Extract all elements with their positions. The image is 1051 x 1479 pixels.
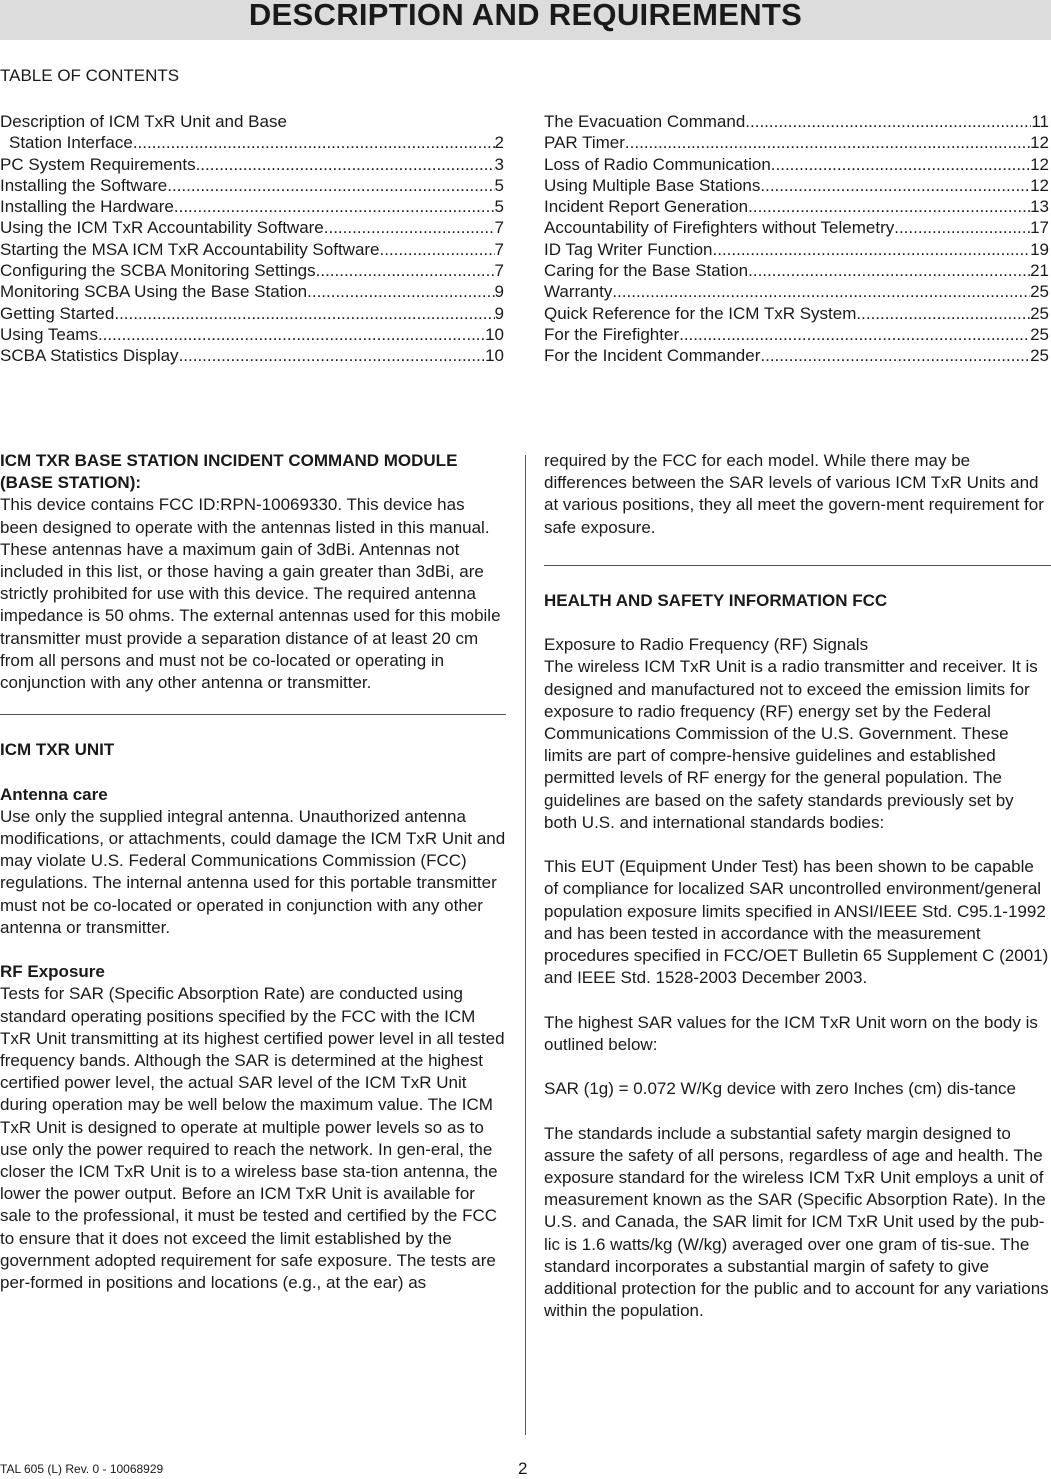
toc-leader-dots bbox=[612, 281, 1030, 302]
toc-entry-label: The Evacuation Command bbox=[544, 112, 746, 131]
toc-leader-dots bbox=[167, 175, 494, 196]
toc-entry-label: Configuring the SCBA Monitoring Settings bbox=[0, 261, 316, 281]
toc-entry-page: 12 bbox=[1030, 154, 1049, 174]
toc-leader-dots bbox=[760, 345, 1030, 366]
toc-entry-page: 10 bbox=[485, 346, 504, 366]
toc-entry-label: Using Teams bbox=[0, 324, 98, 344]
toc-entry bbox=[0, 260, 504, 281]
toc-entry-label: Description of ICM TxR Unit and Base bbox=[0, 112, 287, 131]
toc-entry-label: Loss of Radio Communication bbox=[544, 154, 771, 174]
page-title: DESCRIPTION AND REQUIREMENTS bbox=[248, 0, 803, 32]
toc-entry-label: Installing the Software bbox=[0, 175, 168, 195]
right-text-column bbox=[544, 450, 1051, 1322]
toc-entry-label: Using Multiple Base Stations bbox=[544, 175, 761, 195]
toc-entry-page: 25 bbox=[1030, 303, 1049, 323]
toc-leader-dots bbox=[179, 345, 486, 366]
toc-entry-page: 25 bbox=[1030, 324, 1049, 344]
toc-leader-dots bbox=[748, 260, 1030, 281]
toc-leader-dots bbox=[114, 303, 494, 324]
base-station-body: This device contains FCC ID:RPN-10069330. This device has been designed to operate with the antennas listed in this manual. These antennas have a maximum gain of 3dBi. Antennas not included in this list, or those having a gain greater than 3dBi, are strictly prohibited for use with this device. The required antenna impedance is 50 ohms. The external antennas used for this mobile transmitter must provide a separation distance of at least 20 cm from all persons and must not be co-located or operating in conjunction with any other antenna or transmitter. bbox=[0, 495, 501, 693]
toc-entry-label: Station Interface bbox=[9, 133, 133, 153]
toc-leader-dots bbox=[196, 154, 495, 175]
toc-entry-page: 3 bbox=[494, 154, 504, 174]
antenna-care-heading: Antenna care bbox=[0, 784, 108, 804]
document-id: TAL 605 (L) Rev. 0 - 10068929 bbox=[0, 1462, 164, 1476]
toc-entry-label: ID Tag Writer Function bbox=[544, 239, 713, 259]
base-station-heading: ICM TXR BASE STATION INCIDENT COMMAND MODULE (BASE STATION): bbox=[0, 451, 458, 493]
toc-entry bbox=[0, 154, 504, 175]
rf-exposure-heading: RF Exposure bbox=[0, 962, 105, 982]
toc-entry-page: 21 bbox=[1030, 261, 1049, 281]
toc-leader-dots bbox=[745, 111, 1031, 132]
toc-leader-dots bbox=[133, 132, 495, 153]
toc-leader-dots bbox=[625, 132, 1030, 153]
rf-exposure-body: Tests for SAR (Specific Absorption Rate) are conducted using standard operating positions specified by the FCC with the ICM TxR Unit transmitting at its highest certified power level in all tested frequency bands. Although the SAR is determined at the highest certified power level, the actual SAR level of the ICM TxR Unit during operation may be well below the maximum value. The ICM TxR Unit is designed to operate at multiple power levels so as to use only the power required to reach the network. In gen-eral, the closer the ICM TxR Unit is to a wireless base sta-tion antenna, the lower the power output. Before an ICM TxR Unit is available for sale to the professional, it must be tested and certified by the FCC to ensure that it does not exceed the limit established by the government adopted requirement for safe exposure. The tests are per-formed in positions and locations (e.g., at the ear) as bbox=[0, 984, 505, 1293]
toc-entry-label: Monitoring SCBA Using the Base Station bbox=[0, 282, 308, 302]
left-text-column bbox=[0, 450, 506, 1294]
toc-leader-dots bbox=[894, 217, 1030, 238]
toc-entry bbox=[544, 281, 1049, 302]
toc-leader-dots bbox=[174, 196, 495, 217]
health-safety-heading: HEALTH AND SAFETY INFORMATION FCC bbox=[544, 590, 888, 610]
toc-entry-label: Getting Started bbox=[0, 303, 115, 323]
exposure-body: The wireless ICM TxR Unit is a radio transmitter and receiver. It is designed and manufactured not to exceed the emission limits for exposure to radio frequency (RF) energy set by the Federal Communications Commission of the U.S. Government. These limits are part of compre-hensive guidelines and established permitted levels of RF energy for the general population. The guidelines are based on the safety standards previously set by both U.S. and international standards bodies: bbox=[544, 657, 1038, 832]
toc-entry-label: Incident Report Generation bbox=[544, 197, 749, 217]
toc-entry-label: PAR Timer bbox=[544, 133, 625, 153]
toc-leader-dots bbox=[713, 239, 1031, 260]
toc-entry bbox=[544, 324, 1049, 345]
toc-entry bbox=[544, 196, 1049, 217]
toc-entry-page: 9 bbox=[494, 303, 504, 323]
sar-value: SAR (1g) = 0.072 W/Kg device with zero Inches (cm) dis-tance bbox=[544, 1079, 1016, 1099]
toc-leader-dots bbox=[679, 324, 1030, 345]
toc-entry-page: 25 bbox=[1030, 346, 1049, 366]
toc-entry bbox=[0, 345, 504, 366]
toc-entry bbox=[0, 303, 504, 324]
toc-entry-label: PC System Requirements bbox=[0, 154, 196, 174]
toc-entry-page: 7 bbox=[494, 239, 504, 259]
toc-entry-page: 19 bbox=[1030, 239, 1049, 259]
toc-entry-label: For the Incident Commander bbox=[544, 346, 761, 366]
toc-entry-label: Warranty bbox=[544, 282, 613, 302]
toc-entry bbox=[544, 239, 1049, 260]
toc-heading: TABLE OF CONTENTS bbox=[0, 66, 180, 85]
toc-entry bbox=[544, 303, 1049, 324]
antenna-care-body: Use only the supplied integral antenna. Unauthorized antenna modifications, or attachments, could damage the ICM TxR Unit and may violate U.S. Federal Communications Commission (FCC) regulations. The internal antenna used for this portable transmitter must not be co-located or operated in conjunction with any other antenna or transmitter. bbox=[0, 806, 506, 937]
toc-entry-label: Using the ICM TxR Accountability Software bbox=[0, 218, 324, 238]
toc-entry-label: Quick Reference for the ICM TxR System bbox=[544, 303, 857, 323]
toc-leader-dots bbox=[98, 324, 485, 345]
toc-leader-dots bbox=[316, 260, 495, 281]
column-divider bbox=[525, 455, 526, 1435]
toc-entry-page: 25 bbox=[1030, 282, 1049, 302]
toc-entry-label: Accountability of Firefighters without Telemetry bbox=[544, 218, 895, 238]
toc-entry-label: Installing the Hardware bbox=[0, 197, 174, 217]
sar-intro: The highest SAR values for the ICM TxR Unit worn on the body is outlined below: bbox=[544, 1012, 1038, 1054]
toc-entry-label: Starting the MSA ICM TxR Accountability Software bbox=[0, 239, 380, 259]
toc-leader-dots bbox=[307, 281, 494, 302]
exposure-title: Exposure to Radio Frequency (RF) Signals bbox=[544, 635, 869, 655]
toc-entry-label: For the Firefighter bbox=[544, 324, 680, 344]
toc-entry bbox=[544, 175, 1049, 196]
toc-leader-dots bbox=[748, 196, 1030, 217]
toc-entry-page: 5 bbox=[494, 197, 504, 217]
toc-entry-page: 12 bbox=[1030, 133, 1049, 153]
toc-leader-dots bbox=[380, 239, 495, 260]
toc-entry bbox=[0, 175, 504, 196]
toc-entry-page: 13 bbox=[1030, 197, 1049, 217]
toc-right-column bbox=[544, 111, 1049, 367]
toc-entry-label: SCBA Statistics Display bbox=[0, 346, 179, 366]
toc-entry bbox=[0, 132, 504, 153]
toc-entry bbox=[0, 324, 504, 345]
toc-entry-page: 9 bbox=[494, 282, 504, 302]
eut-body: This EUT (Equipment Under Test) has been shown to be capable of compliance for localized SAR uncontrolled environment/general population exposure limits specified in ANSI/IEEE Std. C95.1-1992 and has been tested in accordance with the measurement procedures specified in FCC/OET Bulletin 65 Supplement C (2001) and IEEE Std. 1528-2003 December 2003. bbox=[544, 857, 1049, 988]
icm-unit-heading: ICM TXR UNIT bbox=[0, 740, 115, 760]
toc-entry bbox=[544, 345, 1049, 366]
toc-leader-dots bbox=[771, 154, 1030, 175]
toc-entry-page: 10 bbox=[485, 324, 504, 344]
toc-entry bbox=[0, 217, 504, 238]
toc-entry bbox=[0, 111, 504, 132]
toc-entry bbox=[0, 196, 504, 217]
toc-entry-label: Caring for the Base Station bbox=[544, 261, 749, 281]
toc-entry bbox=[0, 239, 504, 260]
toc-entry bbox=[544, 132, 1049, 153]
toc-leader-dots bbox=[760, 175, 1030, 196]
toc-entry-page: 7 bbox=[494, 261, 504, 281]
toc-leader-dots bbox=[856, 303, 1030, 324]
toc-leader-dots bbox=[324, 217, 495, 238]
toc-entry bbox=[544, 260, 1049, 281]
rf-continuation-body: required by the FCC for each model. While there may be differences between the SAR levels of various ICM TxR Units and at various positions, they all meet the govern-ment requirement for safe exposure. bbox=[544, 451, 1044, 537]
toc-entry-page: 2 bbox=[494, 133, 504, 153]
toc-left-column bbox=[0, 111, 504, 367]
toc-entry bbox=[544, 111, 1049, 132]
toc-entry-page: 7 bbox=[494, 218, 504, 238]
toc-entry-page: 17 bbox=[1030, 218, 1049, 238]
toc-entry-page: 5 bbox=[494, 175, 504, 195]
toc-entry bbox=[0, 281, 504, 302]
toc-entry bbox=[544, 217, 1049, 238]
page-number: 2 bbox=[518, 1459, 528, 1478]
toc-entry-page: 12 bbox=[1030, 175, 1049, 195]
toc-entry-page: 11 bbox=[1031, 112, 1049, 131]
toc-entry bbox=[544, 154, 1049, 175]
title-bar bbox=[0, 0, 1051, 40]
standards-body: The standards include a substantial safety margin designed to assure the safety of all persons, regardless of age and health. The exposure standard for the wireless ICM TxR Unit employs a unit of measurement known as the SAR (Specific Absorption Rate). In the U.S. and Canada, the SAR limit for ICM TxR Unit used by the pub-lic is 1.6 watts/kg (W/kg) averaged over one gram of tis-sue. The standard incorporates a substantial margin of safety to give additional protection for the public and to account for any variations within the population. bbox=[544, 1123, 1049, 1321]
